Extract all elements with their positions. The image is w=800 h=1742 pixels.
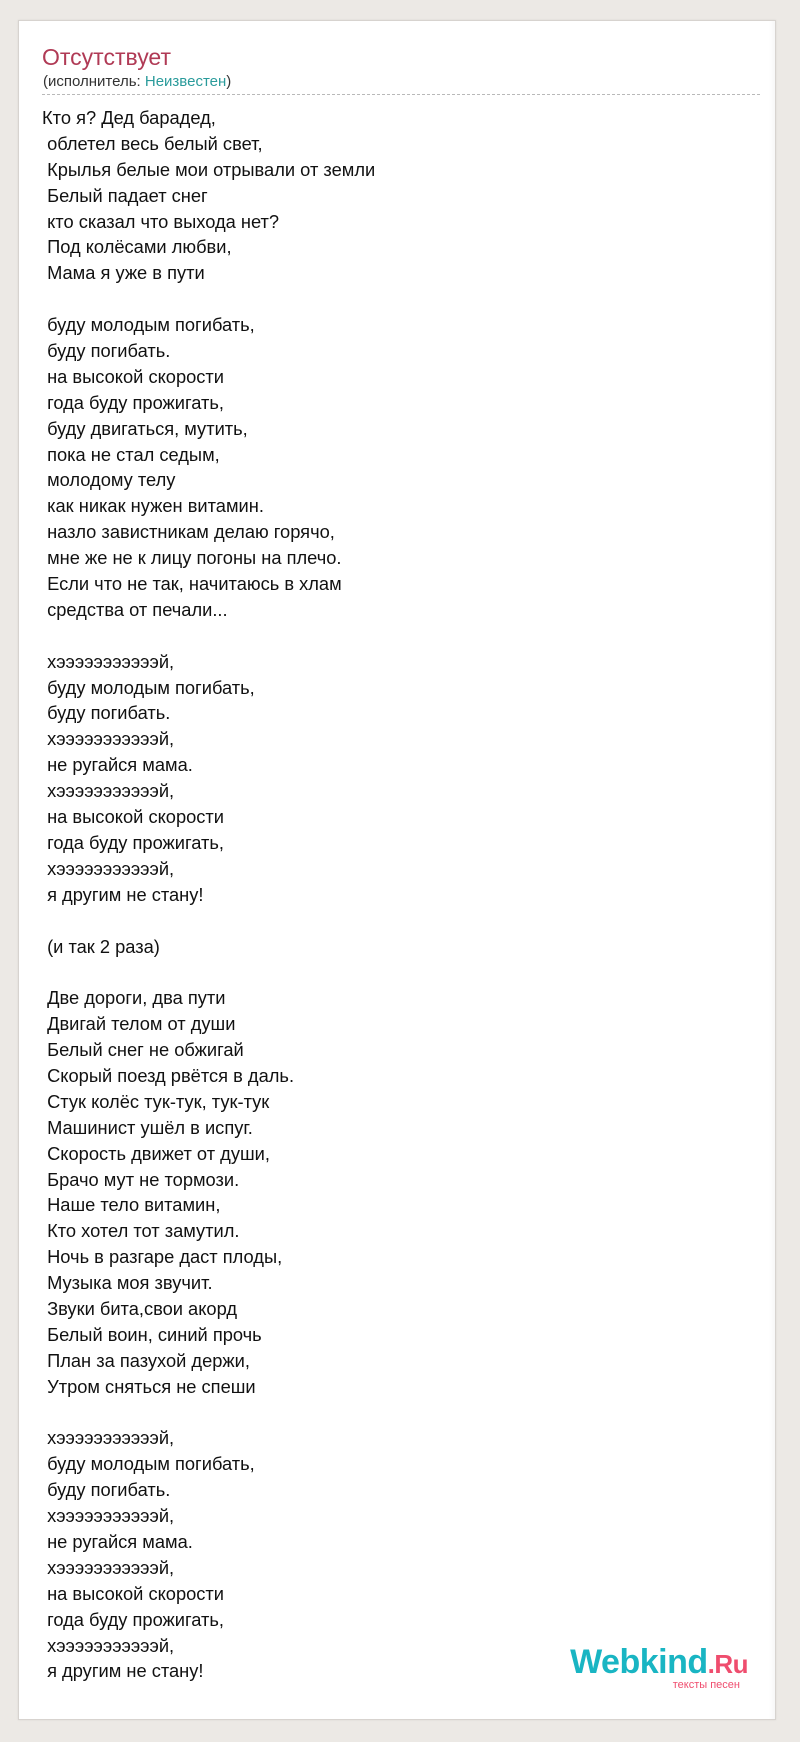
- lyric-line: кто сказал что выхода нет?: [42, 210, 280, 232]
- lyric-line: Белый воин, синий прочь: [42, 1323, 262, 1345]
- lyric-line: Белый снег не обжигай: [42, 1039, 244, 1061]
- lyrics-card: [18, 20, 776, 1720]
- lyric-line: на высокой скорости: [42, 1582, 225, 1604]
- lyric-line: буду молодым погибать,: [42, 676, 255, 698]
- lyric-line: года буду прожигать,: [42, 831, 224, 853]
- watermark-tld: .Ru: [707, 1649, 748, 1679]
- lyric-line: Наше тело витамин,: [42, 1194, 221, 1216]
- lyric-line: Кто хотел тот замутил.: [42, 1220, 240, 1242]
- lyric-line: хэээээээээээй,: [42, 728, 175, 750]
- header-divider: [42, 94, 760, 95]
- lyric-line: Скорый поезд рвётся в даль.: [42, 1064, 295, 1086]
- lyric-line: хэээээээээээй,: [42, 780, 175, 802]
- lyric-line: [42, 286, 742, 312]
- lyric-line: не ругайся мама.: [42, 754, 193, 776]
- lyric-line: года буду прожигать,: [42, 1608, 224, 1630]
- lyric-line: [42, 623, 742, 649]
- artist-byline: [43, 73, 231, 91]
- lyric-line: (и так 2 раза): [42, 935, 160, 957]
- lyric-line: пока не стал седым,: [42, 443, 220, 465]
- artist-link[interactable]: Неизвестен: [144, 73, 227, 90]
- lyric-line: Под колёсами любви,: [42, 236, 232, 258]
- card-edge-shadow: [769, 21, 775, 1719]
- lyric-line: Двигай телом от души: [42, 1013, 236, 1035]
- lyric-line: средства от печали...: [42, 598, 228, 620]
- lyric-line: на высокой скорости: [42, 365, 225, 387]
- lyric-line: на высокой скорости: [42, 806, 225, 828]
- lyric-line: хэээээээээээй,: [42, 1505, 175, 1527]
- byline-suffix: ): [226, 73, 232, 90]
- lyric-line: [42, 959, 742, 985]
- lyric-line: Кто я? Дед барадед,: [42, 107, 216, 128]
- lyric-line: План за пазухой держи,: [42, 1349, 250, 1371]
- lyric-line: как никак нужен витамин.: [42, 495, 264, 517]
- lyric-line: Машинист ушёл в испуг.: [42, 1116, 253, 1138]
- lyric-line: Музыка моя звучит.: [42, 1272, 213, 1294]
- lyric-line: буду молодым погибать,: [42, 1453, 255, 1475]
- lyric-line: буду молодым погибать,: [42, 314, 255, 336]
- lyric-line: мне же не к лицу погоны на плечо.: [42, 547, 342, 569]
- lyric-line: Крылья белые мои отрывали от земли: [42, 158, 376, 180]
- lyric-line: Скорость движет от души,: [42, 1142, 270, 1164]
- lyric-line: Две дороги, два пути: [42, 987, 226, 1009]
- lyrics-text: [42, 105, 742, 1684]
- lyric-line: хэээээээээээй,: [42, 857, 175, 879]
- watermark-brand: Webkind: [570, 1643, 708, 1681]
- song-title: Отсутствует: [42, 44, 171, 70]
- lyric-line: буду двигаться, мутить,: [42, 417, 248, 439]
- lyric-line: [42, 908, 742, 934]
- lyric-line: хэээээээээээй,: [42, 1556, 175, 1578]
- lyric-line: буду погибать.: [42, 1479, 171, 1501]
- lyric-line: не ругайся мама.: [42, 1530, 193, 1552]
- byline-prefix: (исполнитель:: [43, 73, 145, 90]
- lyric-line: молодому телу: [42, 469, 176, 491]
- lyric-line: года буду прожигать,: [42, 391, 224, 413]
- lyric-line: Звуки бита,свои акорд: [42, 1297, 238, 1319]
- lyric-line: Белый падает снег: [42, 184, 208, 206]
- site-watermark: [570, 1645, 748, 1691]
- lyric-line: облетел весь белый свет,: [42, 132, 263, 154]
- lyric-line: буду погибать.: [42, 702, 171, 724]
- lyric-line: Стук колёс тук-тук, тук-тук: [42, 1090, 270, 1112]
- lyric-line: Если что не так, начитаюсь в хлам: [42, 573, 342, 595]
- lyric-line: Мама я уже в пути: [42, 262, 205, 284]
- watermark-logo: [570, 1645, 748, 1681]
- lyric-line: Ночь в разгаре даст плоды,: [42, 1246, 283, 1268]
- lyric-line: хэээээээээээй,: [42, 1427, 175, 1449]
- lyric-line: назло завистникам делаю горячо,: [42, 521, 335, 543]
- lyric-line: [42, 1400, 742, 1426]
- lyric-line: буду погибать.: [42, 340, 171, 362]
- lyric-line: я другим не стану!: [42, 1660, 204, 1682]
- lyric-line: хэээээээээээй,: [42, 1634, 175, 1656]
- watermark-tagline: тексты песен: [672, 1679, 740, 1691]
- lyric-line: я другим не стану!: [42, 883, 204, 905]
- lyric-line: Брачо мут не тормози.: [42, 1168, 240, 1190]
- lyric-line: Утром сняться не спеши: [42, 1375, 256, 1397]
- lyric-line: хэээээээээээй,: [42, 650, 175, 672]
